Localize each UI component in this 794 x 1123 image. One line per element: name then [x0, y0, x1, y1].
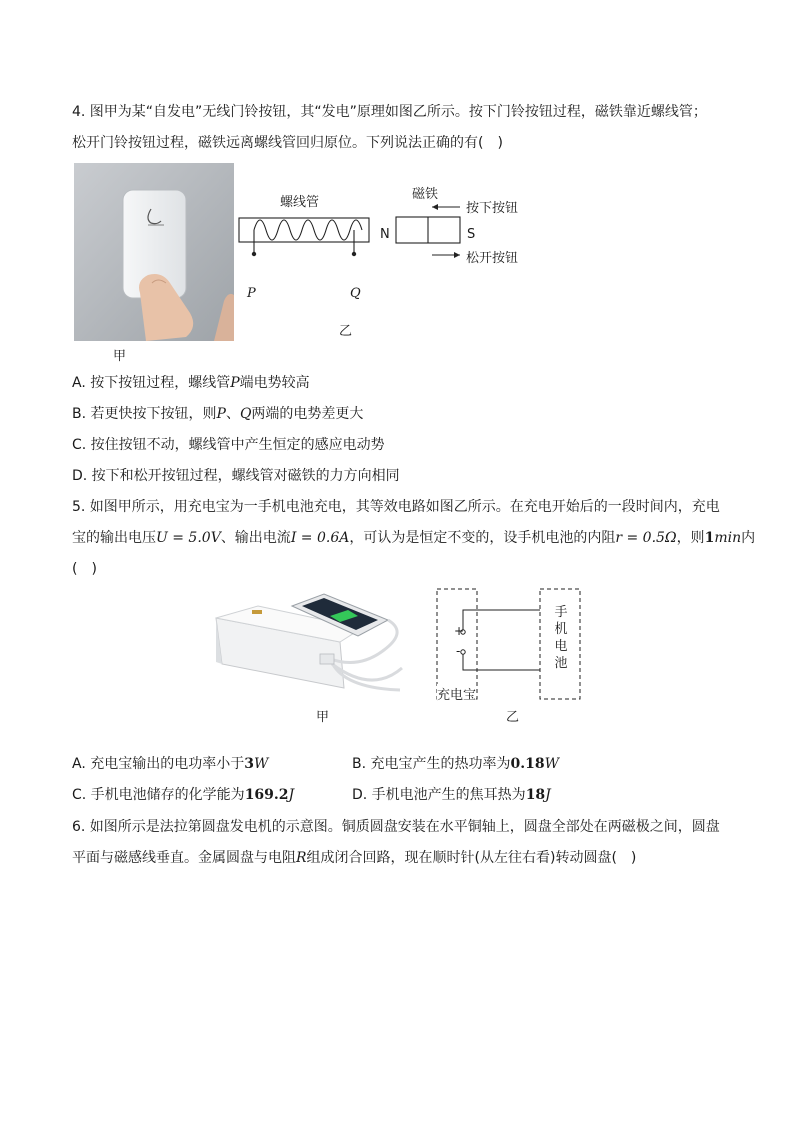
positive-wire — [463, 610, 540, 630]
powerbank-photo — [212, 592, 412, 700]
q5-option-d: D. 手机电池产生的焦耳热为18J — [352, 787, 551, 803]
q4-option-d: D. 按下和松开按钮过程，螺线管对磁铁的力方向相同 — [72, 468, 400, 484]
terminal-p-dot — [252, 252, 256, 256]
minus-sign: - — [456, 644, 461, 658]
terminal-q-label: Q — [350, 286, 361, 301]
negative-wire — [463, 654, 540, 670]
q4-figure-jia-caption: 甲 — [113, 349, 127, 364]
q6-stem-line1: 6. 如图所示是法拉第圆盘发电机的示意图。铜质圆盘安装在水平铜轴上，圆盘全部处在两磁极之间，圆盘 — [72, 819, 720, 835]
q4-stem-line1: 4. 图甲为某“自发电”无线门铃按钮，其“发电”原理如图乙所示。按下门铃按钮过程，磁铁靠近螺线管； — [72, 104, 707, 120]
solenoid-coil — [254, 220, 362, 240]
q4-option-b: B. 若更快按下按钮，则P、Q两端的电势差更大 — [72, 406, 364, 422]
q4-figure-yi-caption: 乙 — [339, 324, 353, 339]
terminal-p-label: P — [247, 286, 256, 301]
q5-figure-yi-caption: 乙 — [506, 710, 520, 725]
q5-stem-line2: 宝的输出电压U = 5.0V、输出电流I = 0.6A，可认为是恒定不变的，设手机电池的内阻r = 0.5Ω，则1min内 — [72, 530, 756, 546]
q5-option-b: B. 充电宝产生的热功率为0.18W — [352, 756, 560, 772]
q5-option-c: C. 手机电池储存的化学能为169.2J — [72, 787, 295, 803]
solenoid-label: 螺线管 — [280, 195, 320, 210]
q4-option-a: A. 按下按钮过程，螺线管P端电势较高 — [72, 375, 310, 391]
q4-stem-line2: 松开门铃按钮过程，磁铁远离螺线管回归原位。下列说法正确的有( ) — [72, 135, 503, 151]
q6-stem-line2: 平面与磁感线垂直。金属圆盘与电阻R组成闭合回路，现在顺时针(从左往右看)转动圆盘( ) — [72, 850, 637, 866]
q5-figure-jia-caption: 甲 — [316, 710, 330, 725]
plus-sign: + — [454, 624, 465, 638]
terminal-q-dot — [352, 252, 356, 256]
q5-stem-line1: 5. 如图甲所示，用充电宝为一手机电池充电，其等效电路如图乙所示。在充电开始后的一段时间内，充电 — [72, 499, 720, 515]
powerbank-label: 充电宝 — [437, 684, 476, 703]
battery-label: 手 机 电 池 — [554, 605, 568, 671]
negative-terminal — [461, 650, 465, 654]
pole-s-label: S — [467, 227, 476, 242]
pole-n-label: N — [380, 227, 390, 242]
doorbell-photo — [74, 163, 234, 341]
press-button-label: 按下按钮 — [466, 201, 519, 216]
q5-option-a: A. 充电宝输出的电功率小于3W — [72, 756, 269, 772]
q5-stem-line3: ( ) — [72, 561, 97, 577]
magnet-label: 磁铁 — [412, 187, 439, 202]
q4-option-c: C. 按住按钮不动，螺线管中产生恒定的感应电动势 — [72, 437, 385, 453]
release-button-label: 松开按钮 — [466, 251, 519, 266]
